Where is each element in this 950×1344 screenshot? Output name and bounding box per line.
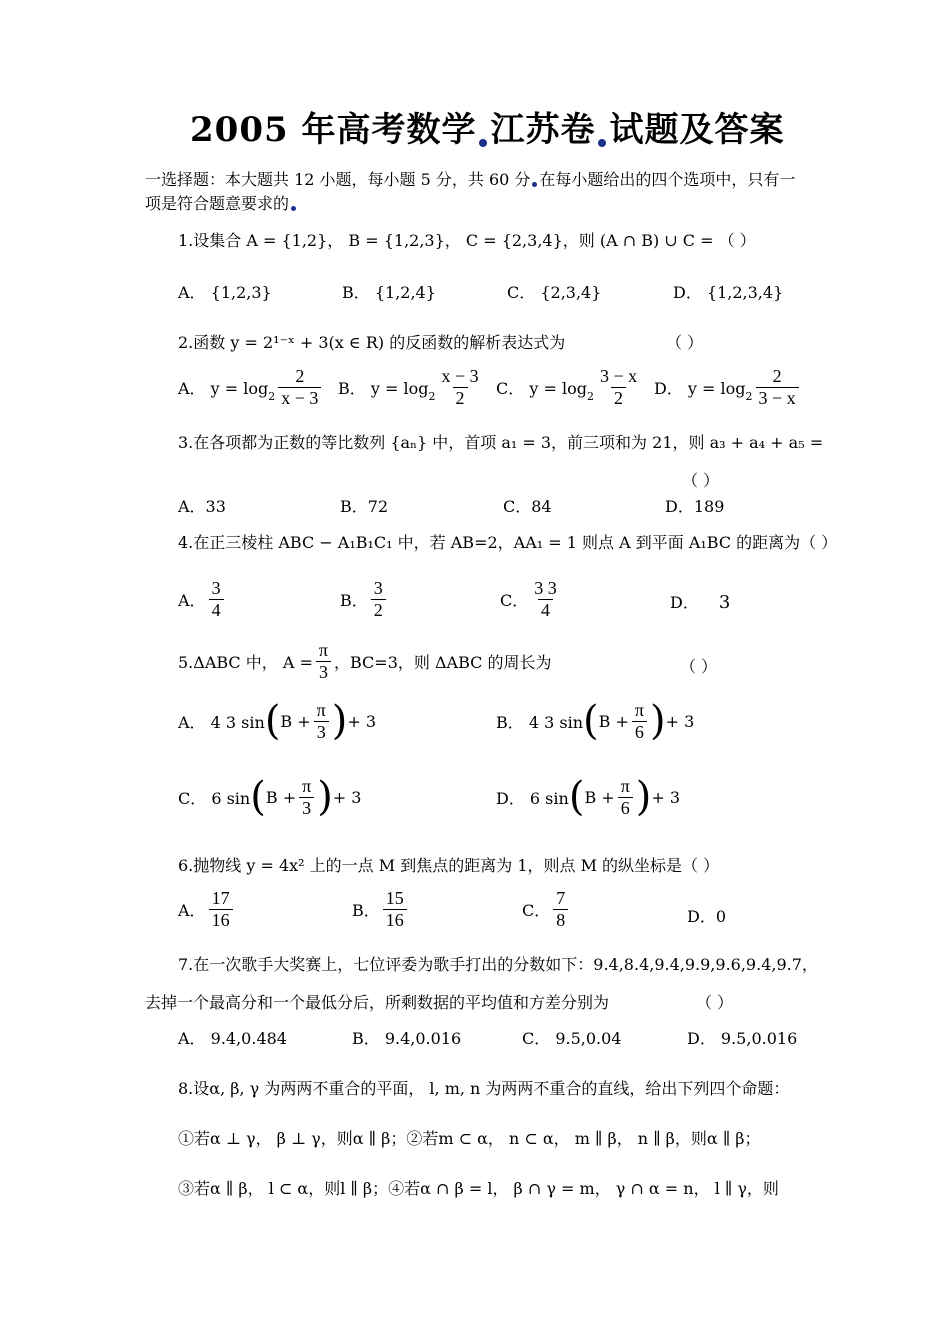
question-4-option-c: C． $\frac{3 3}{4}$ [500, 578, 557, 620]
question-7-answer-paren: （ ） [696, 993, 734, 1012]
question-3-answer-paren: （ ） [682, 471, 720, 490]
dot-icon [532, 182, 537, 187]
question-6-option-b: B． $\frac{15}{16}$ [352, 888, 410, 931]
question-8-line-2: ①若α ⊥ γ， β ⊥ γ，则α ∥ β；②若m ⊂ α， n ⊂ α， m ∥ β， n ∥ β，则α ∥ β； [178, 1129, 761, 1148]
question-4-option-b: B． $\frac{3}{2}$ [340, 578, 389, 621]
question-5-option-b: B． 4 3 sin ( B + $\frac{\pi}{6}$ ) + 3 [496, 698, 695, 744]
question-3-option-b: B．72 [340, 497, 389, 516]
question-1-stem: 1.设集合 A = {1,2}， B = {1,2,3}， C = {2,3,4}，则 (A ∩ B) ∪ C = （ ） [178, 231, 756, 250]
question-7-option-c: C． 9.5,0.04 [522, 1029, 622, 1048]
question-6-stem: 6.抛物线 y = 4x² 上的一点 M 到焦点的距离为 1，则点 M 的纵坐标是（ ） [178, 856, 720, 875]
title-part-1: 2005 年高考数学 [190, 110, 477, 150]
question-7-line-2: 去掉一个最高分和一个最低分后，所剩数据的平均值和方差分别为 [145, 993, 610, 1012]
question-2-answer-paren: （ ） [666, 333, 704, 352]
question-3-option-d: D．189 [665, 497, 725, 516]
question-8-line-3: ③若α ∥ β， l ⊂ α，则l ∥ β；④若α ∩ β = l， β ∩ γ = m， γ ∩ α = n， l ∥ γ，则 [178, 1179, 779, 1198]
dot-icon [291, 206, 296, 211]
question-5-option-c: C． 6 sin ( B + $\frac{\pi}{3}$ ) + 3 [178, 774, 362, 820]
question-7-option-d: D． 9.5,0.016 [687, 1029, 798, 1048]
title-part-3: 试题及答案 [609, 110, 785, 150]
question-2-option-c: C． y = log $_2$ $\frac{3 - x}{2}$ [496, 366, 638, 408]
question-5-option-d: D． 6 sin ( B + $\frac{\pi}{6}$ ) + 3 [496, 774, 681, 820]
intro-line-1: 一选择题：本大题共 12 小题，每小题 5 分，共 60 分 在每小题给出的四个选项中，只有一 [145, 170, 796, 189]
question-4-stem: 4.在正三棱柱 ABC − A₁B₁C₁ 中，若 AB=2，AA₁ = 1 则点 A 到平面 A₁BC 的距离为（ ） [178, 533, 838, 552]
page-title [190, 102, 784, 151]
question-6-option-c: C． $\frac{7}{8}$ [522, 888, 571, 931]
question-6-option-a: A． $\frac{17}{16}$ [178, 888, 236, 931]
question-3-option-a: A．33 [178, 497, 226, 516]
question-2-option-a: A． y = log $_2$ $\frac{2}{x - 3}$ [178, 366, 324, 409]
question-2-stem: 2.函数 y = 2¹⁻ˣ + 3(x ∈ R) 的反函数的解析表达式为 [178, 333, 566, 352]
dot-icon [479, 139, 487, 147]
question-8-line-1: 8.设α, β, γ 为两两不重合的平面， l, m, n 为两两不重合的直线，给出下列四个命题： [178, 1079, 790, 1098]
question-1-option-b: B． {1,2,4} [342, 283, 436, 302]
question-5-answer-paren: （ ） [680, 657, 718, 676]
question-1-option-c: C． {2,3,4} [507, 283, 602, 302]
question-4-option-a: A． $\frac{3}{4}$ [178, 578, 227, 621]
question-1-option-a: A． {1,2,3} [178, 283, 272, 302]
question-4-option-d: D． 3 [670, 592, 731, 613]
question-7-line-1: 7.在一次歌手大奖赛上，七位评委为歌手打出的分数如下：9.4,8.4,9.4,9.9,9.6,9.4,9.7， [178, 955, 818, 974]
title-part-2: 江苏卷 [490, 110, 596, 150]
question-7-option-a: A． 9.4,0.484 [178, 1029, 287, 1048]
question-3-stem: 3.在各项都为正数的等比数列 {aₙ} 中，首项 a₁ = 3，前三项和为 21，则 a₃ + a₄ + a₅ = [178, 433, 824, 452]
question-1-option-d: D． {1,2,3,4} [673, 283, 784, 302]
question-5-stem: 5.ΔABC 中， A = $\frac{\pi}{3}$ ，BC=3，则 ΔABC 的周长为 [178, 640, 552, 682]
question-5-option-a: A． 4 3 sin ( B + $\frac{\pi}{3}$ ) + 3 [178, 698, 377, 744]
question-2-option-b: B． y = log $_2$ $\frac{x - 3}{2}$ [338, 366, 479, 408]
question-7-option-b: B． 9.4,0.016 [352, 1029, 462, 1048]
question-6-option-d: D．0 [687, 907, 727, 926]
question-3-option-c: C．84 [503, 497, 552, 516]
intro-line-2: 项是符合题意要求的 [145, 192, 296, 216]
question-2-option-d: D． y = log $_2$ $\frac{2}{3 - x}$ [654, 366, 802, 409]
dot-icon [598, 139, 606, 147]
